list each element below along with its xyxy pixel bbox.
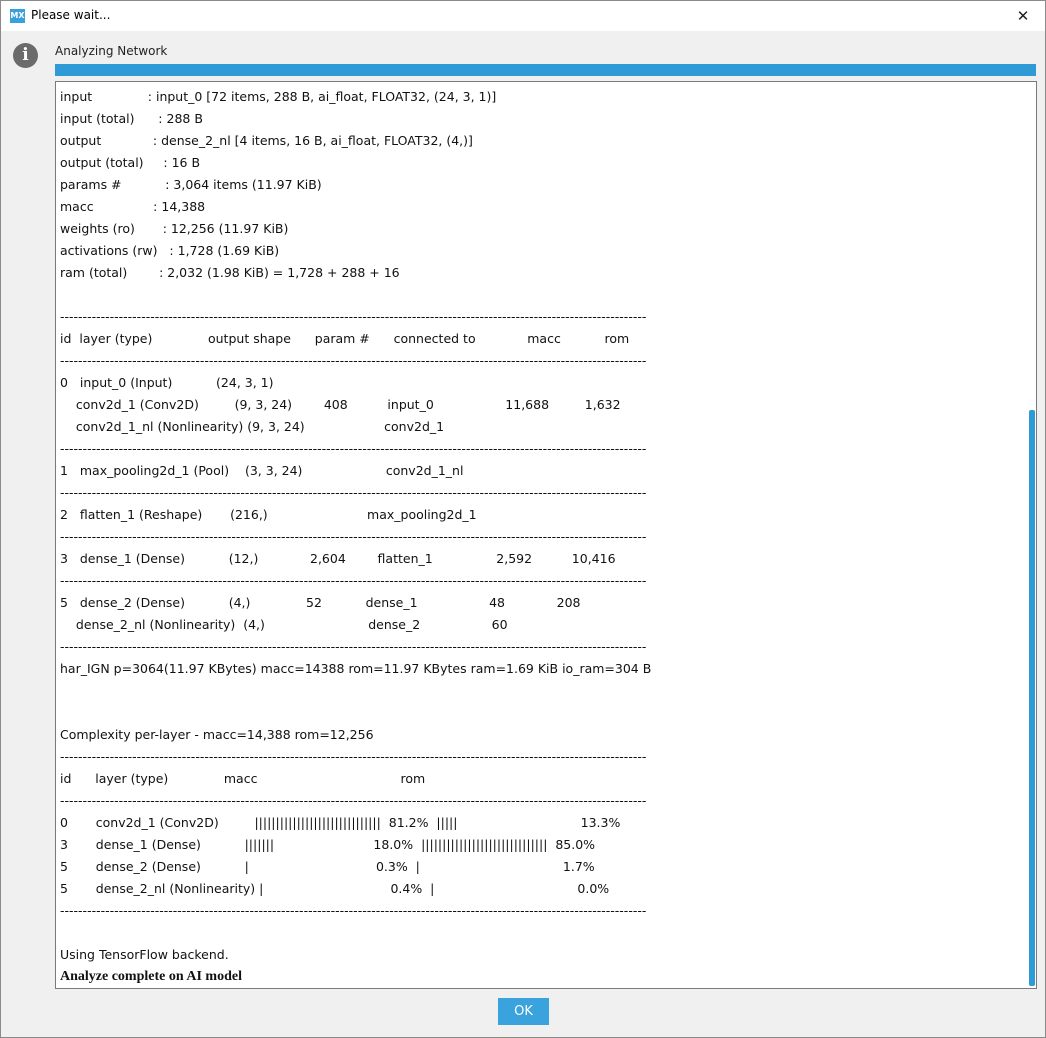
log-line: ---------------------------------------------------------------------------------------------------------------------------------- bbox=[60, 309, 647, 324]
log-line: 5 dense_2 (Dense) (4,) 52 dense_1 48 208 bbox=[60, 595, 581, 610]
log-line: 5 dense_2_nl (Nonlinearity) | 0.4% | 0.0% bbox=[60, 881, 610, 896]
status-label: Analyzing Network bbox=[55, 44, 168, 58]
log-line: weights (ro) : 12,256 (11.97 KiB) bbox=[60, 221, 289, 236]
log-line bbox=[60, 702, 1020, 724]
vertical-scrollbar[interactable] bbox=[1026, 82, 1036, 988]
log-line: 2 flatten_1 (Reshape) (216,) max_pooling2d_1 bbox=[60, 507, 477, 522]
title-bar bbox=[1, 1, 1045, 31]
log-line bbox=[60, 922, 1020, 944]
log-line: conv2d_1_nl (Nonlinearity) (9, 3, 24) conv2d_1 bbox=[60, 419, 445, 434]
progress-bar bbox=[55, 64, 1036, 76]
ok-button[interactable]: OK bbox=[498, 998, 549, 1025]
log-line: ---------------------------------------------------------------------------------------------------------------------------------- bbox=[60, 639, 647, 654]
log-final-line: Analyze complete on AI model bbox=[60, 969, 242, 984]
log-line: output (total) : 16 B bbox=[60, 155, 201, 170]
app-logo-icon: MX bbox=[10, 9, 25, 23]
log-line: activations (rw) : 1,728 (1.69 KiB) bbox=[60, 243, 280, 258]
progress-fill bbox=[55, 64, 1036, 76]
log-line: 1 max_pooling2d_1 (Pool) (3, 3, 24) conv2d_1_nl bbox=[60, 463, 464, 478]
log-line: ---------------------------------------------------------------------------------------------------------------------------------- bbox=[60, 485, 647, 500]
log-line: 3 dense_1 (Dense) ||||||| 18.0% |||||||||||||||||||||||||||||| 85.0% bbox=[60, 837, 596, 852]
log-line: params # : 3,064 items (11.97 KiB) bbox=[60, 177, 322, 192]
log-line: Complexity per-layer - macc=14,388 rom=12,256 bbox=[60, 727, 374, 742]
log-line: input (total) : 288 B bbox=[60, 111, 203, 126]
log-line: input : input_0 [72 items, 288 B, ai_float, FLOAT32, (24, 3, 1)] bbox=[60, 89, 497, 104]
log-line: ---------------------------------------------------------------------------------------------------------------------------------- bbox=[60, 441, 647, 456]
log-line: dense_2_nl (Nonlinearity) (4,) dense_2 60 bbox=[60, 617, 508, 632]
log-line: output : dense_2_nl [4 items, 16 B, ai_float, FLOAT32, (4,)] bbox=[60, 133, 473, 148]
log-content bbox=[60, 86, 1020, 988]
log-line: 5 dense_2 (Dense) | 0.3% | 1.7% bbox=[60, 859, 595, 874]
scrollbar-thumb[interactable] bbox=[1029, 410, 1035, 986]
log-line: ---------------------------------------------------------------------------------------------------------------------------------- bbox=[60, 573, 647, 588]
log-line: 3 dense_1 (Dense) (12,) 2,604 flatten_1 2,592 10,416 bbox=[60, 551, 616, 566]
log-line: id layer (type) macc rom bbox=[60, 771, 426, 786]
log-line: ---------------------------------------------------------------------------------------------------------------------------------- bbox=[60, 903, 647, 918]
log-line: ---------------------------------------------------------------------------------------------------------------------------------- bbox=[60, 353, 647, 368]
log-line: ---------------------------------------------------------------------------------------------------------------------------------- bbox=[60, 793, 647, 808]
log-line: 0 conv2d_1 (Conv2D) |||||||||||||||||||||||||||||| 81.2% ||||| 13.3% bbox=[60, 815, 621, 830]
close-button[interactable]: ✕ bbox=[1016, 7, 1030, 25]
log-line: har_IGN p=3064(11.97 KBytes) macc=14388 rom=11.97 KBytes ram=1.69 KiB io_ram=304 B bbox=[60, 661, 652, 676]
log-line: macc : 14,388 bbox=[60, 199, 206, 214]
log-output-panel[interactable] bbox=[55, 81, 1037, 989]
log-line: ram (total) : 2,032 (1.98 KiB) = 1,728 + 288 + 16 bbox=[60, 265, 400, 280]
log-line: 0 input_0 (Input) (24, 3, 1) bbox=[60, 375, 274, 390]
log-line: Using TensorFlow backend. bbox=[60, 947, 229, 962]
window-title: Please wait... bbox=[31, 8, 111, 22]
log-line bbox=[60, 680, 1020, 702]
log-line: ---------------------------------------------------------------------------------------------------------------------------------- bbox=[60, 529, 647, 544]
info-icon: i bbox=[13, 43, 38, 68]
log-line: ---------------------------------------------------------------------------------------------------------------------------------- bbox=[60, 749, 647, 764]
log-line bbox=[60, 284, 1020, 306]
log-line: conv2d_1 (Conv2D) (9, 3, 24) 408 input_0 11,688 1,632 bbox=[60, 397, 621, 412]
log-line: id layer (type) output shape param # connected to macc rom bbox=[60, 331, 630, 346]
